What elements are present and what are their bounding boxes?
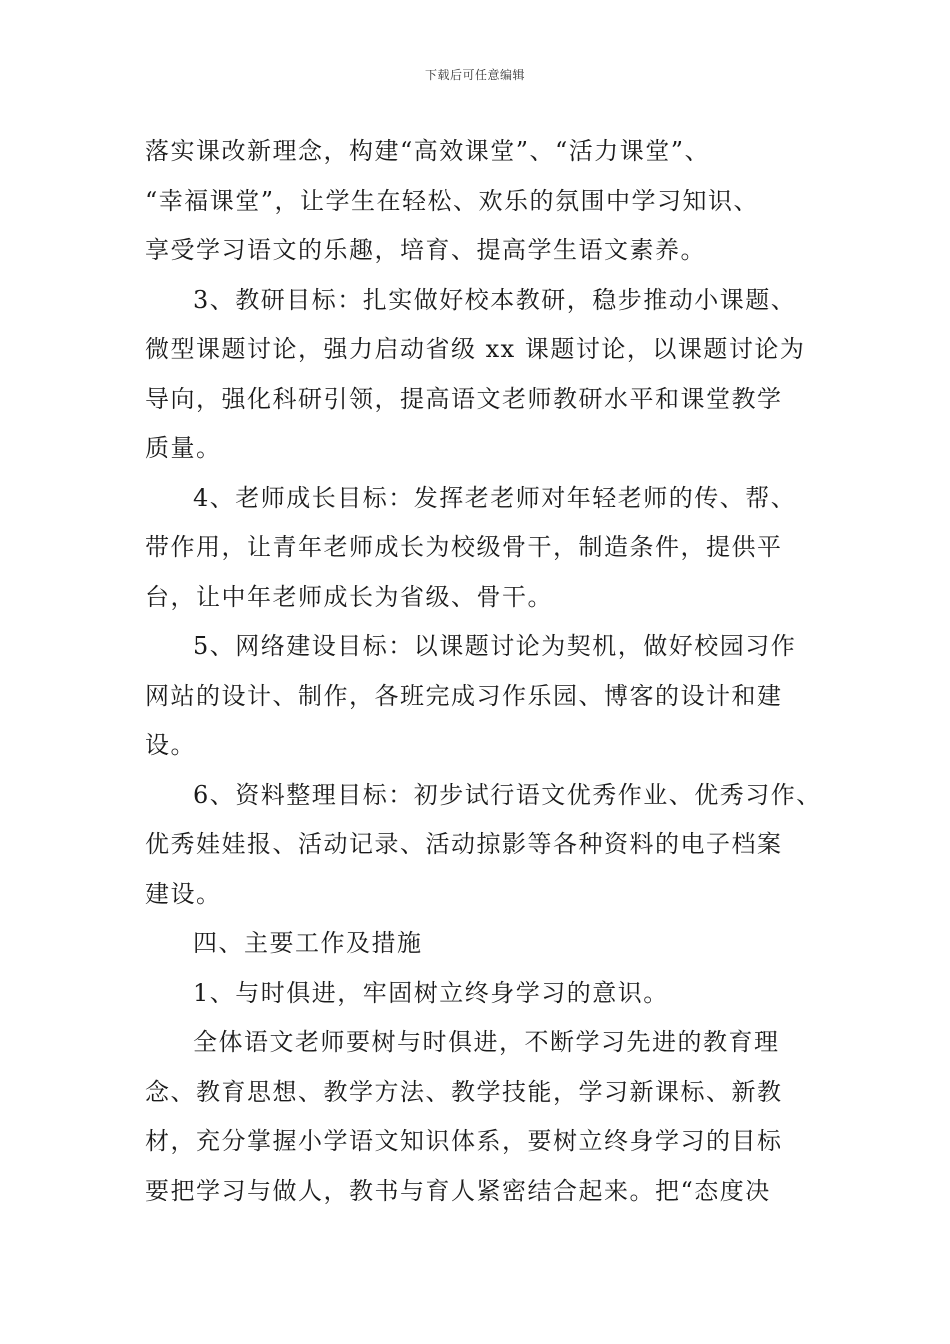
text-line: 3、教研目标：扎实做好校本教研，稳步推动小课题、 <box>193 285 797 314</box>
text-line: 6、资料整理目标：初步试行语文优秀作业、优秀习作、 <box>193 780 822 809</box>
text-line: “幸福课堂”，让学生在轻松、欢乐的氛围中学习知识、 <box>145 186 760 215</box>
text-line: 1、与时俱进，牢固树立终身学习的意识。 <box>193 978 669 1007</box>
text-line: 5、网络建设目标：以课题讨论为契机，做好校园习作 <box>193 632 797 660</box>
text-line: 全体语文老师要树与时俱进，不断学习先进的教育理 <box>193 1028 780 1056</box>
text-line: 台，让中年老师成长为省级、骨干。 <box>145 582 553 611</box>
document-body <box>145 127 825 1216</box>
section-heading: 四、主要工作及措施 <box>193 929 423 957</box>
text-line: 微型课题讨论，强力启动省级 xx 课题讨论，以课题讨论为 <box>145 335 806 363</box>
text-line: 导向，强化科研引领，提高语文老师教研水平和课堂教学 <box>145 384 783 413</box>
page-header: 下载后可任意编辑 <box>424 68 525 82</box>
text-line: 建设。 <box>145 879 222 908</box>
text-line: 网站的设计、制作，各班完成习作乐园、博客的设计和建 <box>145 681 783 710</box>
text-line: 享受学习语文的乐趣，培育、提高学生语文素养。 <box>145 236 706 264</box>
text-line: 设。 <box>145 731 196 759</box>
text-line: 材，充分掌握小学语文知识体系，要树立终身学习的目标 <box>145 1127 783 1155</box>
text-line: 4、老师成长目标：发挥老老师对年轻老师的传、帮、 <box>193 483 797 512</box>
text-line: 落实课改新理念，构建“高效课堂”、“活力课堂”、 <box>145 137 711 165</box>
text-line: 要把学习与做人，教书与育人紧密结合起来。把“态度决 <box>145 1176 771 1205</box>
text-line: 质量。 <box>145 434 222 462</box>
text-line: 念、教育思想、教学方法、教学技能，学习新课标、新教 <box>145 1077 783 1106</box>
text-line: 优秀娃娃报、活动记录、活动掠影等各种资料的电子档案 <box>145 830 783 858</box>
text-line: 带作用，让青年老师成长为校级骨干，制造条件，提供平 <box>145 533 783 561</box>
